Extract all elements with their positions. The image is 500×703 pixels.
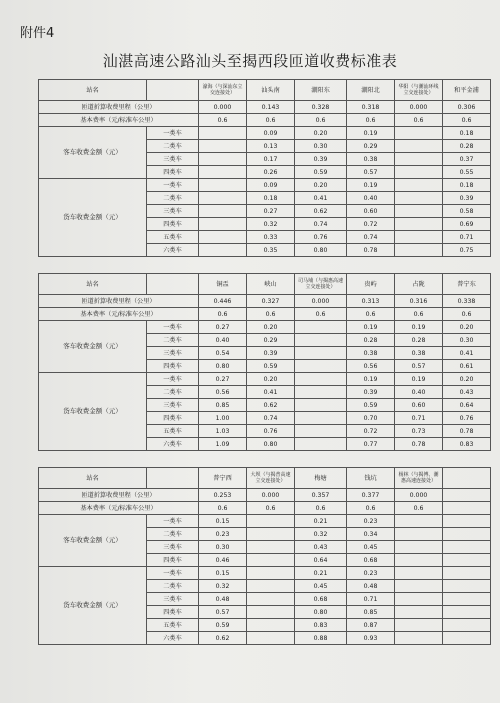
station-name: 峡山 [247, 274, 295, 295]
fee-cell: 0.60 [347, 205, 395, 218]
fee-cell [295, 425, 347, 438]
fee-cell: 0.59 [199, 619, 247, 632]
fee-cell: 0.39 [347, 386, 395, 399]
mileage-cell: 0.143 [247, 101, 295, 114]
mileage-cell: 0.000 [295, 295, 347, 308]
fee-cell [247, 619, 295, 632]
fee-cell [199, 244, 247, 257]
fee-cell: 0.62 [295, 205, 347, 218]
mileage-label: 匝道折算收费里程（公里） [39, 295, 199, 308]
fee-cell: 0.23 [347, 515, 395, 528]
fee-cell [443, 580, 491, 593]
fee-cell: 0.38 [347, 347, 395, 360]
fee-cell: 0.19 [395, 373, 443, 386]
fee-cell [443, 541, 491, 554]
fee-cell [199, 231, 247, 244]
fee-cell [395, 166, 443, 179]
fee-cell: 0.69 [443, 218, 491, 231]
fee-cell: 0.62 [247, 399, 295, 412]
vehicle-class: 四类车 [147, 412, 199, 425]
fee-cell: 0.30 [295, 140, 347, 153]
truck-label: 货车收费金额（元） [39, 567, 147, 645]
rate-cell: 0.6 [395, 308, 443, 321]
rate-row [39, 114, 491, 127]
fee-cell: 0.13 [247, 140, 295, 153]
truck-label: 货车收费金额（元） [39, 373, 147, 451]
fee-cell [295, 373, 347, 386]
fee-cell: 0.09 [247, 179, 295, 192]
fee-cell [247, 606, 295, 619]
station-name: 汕头南 [247, 80, 295, 101]
fee-cell [247, 515, 295, 528]
passenger-row [39, 321, 491, 334]
fee-cell [443, 619, 491, 632]
vehicle-class: 二类车 [147, 580, 199, 593]
rate-cell: 0.6 [247, 114, 295, 127]
fee-cell [395, 593, 443, 606]
fee-cell: 0.20 [247, 321, 295, 334]
fee-cell: 1.09 [199, 438, 247, 451]
vehicle-class: 四类车 [147, 554, 199, 567]
fee-cell [395, 244, 443, 257]
vehicle-class: 三类车 [147, 399, 199, 412]
fee-cell: 0.38 [395, 347, 443, 360]
fee-cell: 0.74 [347, 231, 395, 244]
fee-cell: 0.20 [443, 321, 491, 334]
fee-cell [247, 567, 295, 580]
vehicle-class: 一类车 [147, 567, 199, 580]
mileage-row [39, 295, 491, 308]
fee-cell: 0.64 [443, 399, 491, 412]
rate-cell: 0.6 [395, 502, 443, 515]
fee-cell: 0.21 [295, 515, 347, 528]
vehicle-class: 二类车 [147, 192, 199, 205]
station-name: 贵屿 [347, 274, 395, 295]
passenger-row [39, 515, 491, 528]
vehicle-class: 四类车 [147, 166, 199, 179]
fee-cell [395, 554, 443, 567]
fee-cell: 0.76 [295, 231, 347, 244]
fee-cell: 0.88 [295, 632, 347, 645]
fee-cell [395, 153, 443, 166]
fee-cell: 0.80 [295, 606, 347, 619]
fee-cell [295, 347, 347, 360]
fee-cell: 0.70 [347, 412, 395, 425]
fee-cell [443, 515, 491, 528]
rate-cell: 0.6 [247, 308, 295, 321]
fee-cell: 0.23 [199, 528, 247, 541]
fee-cell: 0.59 [295, 166, 347, 179]
passenger-label: 客车收费金额（元） [39, 127, 147, 179]
mileage-cell: 0.357 [295, 489, 347, 502]
fee-cell: 0.40 [395, 386, 443, 399]
fee-cell: 0.56 [347, 360, 395, 373]
fee-cell [295, 321, 347, 334]
fee-cell [295, 386, 347, 399]
vehicle-class: 六类车 [147, 244, 199, 257]
station-name: 普宁东 [443, 274, 491, 295]
fee-cell: 0.62 [199, 632, 247, 645]
fee-cell [199, 140, 247, 153]
rate-cell: 0.6 [199, 308, 247, 321]
fee-cell: 0.78 [395, 438, 443, 451]
vehicle-class: 四类车 [147, 360, 199, 373]
fee-cell [395, 192, 443, 205]
vehicle-class: 二类车 [147, 386, 199, 399]
station-header-row [39, 468, 491, 489]
fee-cell [395, 218, 443, 231]
rate-cell: 0.6 [443, 114, 491, 127]
fee-cell [395, 580, 443, 593]
fee-cell [247, 554, 295, 567]
fee-cell [395, 205, 443, 218]
fee-cell: 0.76 [443, 412, 491, 425]
fee-cell: 0.26 [247, 166, 295, 179]
attachment-label: 附件4 [20, 26, 55, 41]
fee-cell: 0.71 [443, 231, 491, 244]
fee-cell: 0.19 [347, 373, 395, 386]
rate-label: 基本费率（元/标准车公里） [39, 502, 199, 515]
fee-cell [295, 334, 347, 347]
fee-cell: 0.28 [347, 334, 395, 347]
document-title: 汕湛高速公路汕头至揭西段匝道收费标准表 [102, 52, 398, 70]
mileage-cell: 0.000 [199, 101, 247, 114]
fee-cell [443, 593, 491, 606]
mileage-row [39, 101, 491, 114]
vehicle-class: 一类车 [147, 321, 199, 334]
fee-cell: 0.32 [247, 218, 295, 231]
vehicle-class: 二类车 [147, 528, 199, 541]
rate-cell: 0.6 [295, 114, 347, 127]
fee-cell: 0.17 [247, 153, 295, 166]
fee-cell [247, 528, 295, 541]
fee-cell [295, 412, 347, 425]
fee-cell: 0.83 [295, 619, 347, 632]
fee-cell [199, 153, 247, 166]
fee-cell [247, 541, 295, 554]
fee-cell: 0.77 [347, 438, 395, 451]
vehicle-class: 二类车 [147, 140, 199, 153]
fee-cell: 0.19 [347, 127, 395, 140]
station-name: 和平金浦 [443, 80, 491, 101]
fee-cell: 0.32 [199, 580, 247, 593]
mileage-cell: 0.338 [443, 295, 491, 308]
fee-cell [395, 606, 443, 619]
fee-cell: 0.39 [247, 347, 295, 360]
fee-cell: 0.72 [347, 218, 395, 231]
fee-cell: 0.87 [347, 619, 395, 632]
fee-cell: 0.23 [347, 567, 395, 580]
fee-cell: 0.76 [247, 425, 295, 438]
fee-cell: 0.28 [395, 334, 443, 347]
fee-cell [247, 593, 295, 606]
fee-cell: 0.80 [199, 360, 247, 373]
fee-cell: 0.78 [347, 244, 395, 257]
fee-cell: 0.32 [295, 528, 347, 541]
mileage-label: 匝道折算收费里程（公里） [39, 489, 199, 502]
fee-cell: 0.35 [247, 244, 295, 257]
fee-cell: 0.15 [199, 567, 247, 580]
fee-cell: 0.46 [199, 554, 247, 567]
vehicle-class: 一类车 [147, 179, 199, 192]
fee-cell [199, 127, 247, 140]
fee-cell: 0.73 [395, 425, 443, 438]
vehicle-class: 三类车 [147, 593, 199, 606]
fee-cell: 0.41 [295, 192, 347, 205]
fee-cell: 0.39 [295, 153, 347, 166]
fee-cell: 0.29 [247, 334, 295, 347]
vehicle-class: 三类车 [147, 347, 199, 360]
fee-cell: 0.19 [347, 179, 395, 192]
mileage-label: 匝道折算收费里程（公里） [39, 101, 199, 114]
truck-row [39, 373, 491, 386]
fee-cell [295, 360, 347, 373]
rate-cell: 0.6 [347, 308, 395, 321]
fee-cell: 0.38 [347, 153, 395, 166]
vehicle-class: 一类车 [147, 373, 199, 386]
fee-cell: 0.64 [295, 554, 347, 567]
fee-cell: 0.27 [199, 321, 247, 334]
station-name: 普宁西 [199, 468, 247, 489]
fee-cell: 0.09 [247, 127, 295, 140]
fee-cell [199, 166, 247, 179]
mileage-cell: 0.306 [443, 101, 491, 114]
fee-cell: 0.27 [247, 205, 295, 218]
fee-cell: 0.40 [199, 334, 247, 347]
mileage-cell [443, 489, 491, 502]
fee-cell: 0.80 [247, 438, 295, 451]
station-name: 潮阳北 [347, 80, 395, 101]
fee-cell [395, 632, 443, 645]
fee-cell [295, 399, 347, 412]
vehicle-class: 三类车 [147, 541, 199, 554]
fee-cell: 0.75 [443, 244, 491, 257]
vehicle-class: 六类车 [147, 438, 199, 451]
fee-cell: 0.71 [395, 412, 443, 425]
mileage-cell: 0.327 [247, 295, 295, 308]
fee-cell: 0.19 [395, 321, 443, 334]
fee-cell [395, 528, 443, 541]
fee-cell [199, 205, 247, 218]
fee-cell [199, 192, 247, 205]
fee-cell [247, 580, 295, 593]
fee-cell: 0.37 [443, 153, 491, 166]
mileage-cell: 0.328 [295, 101, 347, 114]
fee-cell: 0.34 [347, 528, 395, 541]
fee-cell: 0.54 [199, 347, 247, 360]
fee-cell: 0.20 [443, 373, 491, 386]
station-name [443, 468, 491, 489]
truck-row [39, 567, 491, 580]
fee-cell: 0.80 [295, 244, 347, 257]
fee-cell: 0.74 [295, 218, 347, 231]
vehicle-class: 四类车 [147, 218, 199, 231]
rate-cell [443, 502, 491, 515]
rate-label: 基本费率（元/标准车公里） [39, 308, 199, 321]
mileage-cell: 0.318 [347, 101, 395, 114]
fee-cell [443, 632, 491, 645]
vehicle-class: 五类车 [147, 425, 199, 438]
truck-label: 货车收费金额（元） [39, 179, 147, 257]
station-name: 大坝（与揭普高速立交连接处） [247, 468, 295, 489]
mileage-cell: 0.000 [395, 489, 443, 502]
fee-cell: 0.39 [443, 192, 491, 205]
fee-cell [443, 606, 491, 619]
fee-cell: 0.18 [443, 127, 491, 140]
fee-cell: 0.74 [247, 412, 295, 425]
fee-cell: 0.78 [443, 425, 491, 438]
fee-cell [395, 231, 443, 244]
fee-cell: 0.29 [347, 140, 395, 153]
truck-row [39, 179, 491, 192]
station-name: 占陇 [395, 274, 443, 295]
fee-cell [199, 179, 247, 192]
fee-cell: 0.18 [247, 192, 295, 205]
rate-cell: 0.6 [295, 502, 347, 515]
fee-cell: 0.15 [199, 515, 247, 528]
fee-cell: 0.21 [295, 567, 347, 580]
fee-cell: 0.93 [347, 632, 395, 645]
fee-cell [295, 438, 347, 451]
station-name: 潮阳东 [295, 80, 347, 101]
fee-cell: 1.00 [199, 412, 247, 425]
station-name: 梅塘 [295, 468, 347, 489]
vehicle-class: 六类车 [147, 632, 199, 645]
fee-cell [443, 567, 491, 580]
rate-row [39, 502, 491, 515]
fee-cell: 0.33 [247, 231, 295, 244]
fee-cell: 0.45 [295, 580, 347, 593]
fee-cell: 0.68 [295, 593, 347, 606]
rate-cell: 0.6 [199, 502, 247, 515]
mileage-cell: 0.253 [199, 489, 247, 502]
fee-cell: 0.41 [443, 347, 491, 360]
mileage-cell: 0.316 [395, 295, 443, 308]
station-label: 站名 [39, 274, 147, 295]
fee-cell: 0.48 [199, 593, 247, 606]
station-header-row [39, 80, 491, 101]
fee-cell: 0.59 [247, 360, 295, 373]
fee-cell: 0.48 [347, 580, 395, 593]
fee-cell [443, 554, 491, 567]
rate-cell: 0.6 [395, 114, 443, 127]
fee-cell: 0.57 [347, 166, 395, 179]
mileage-cell: 0.313 [347, 295, 395, 308]
fee-cell: 0.57 [395, 360, 443, 373]
fee-cell: 0.18 [443, 179, 491, 192]
fee-cell: 0.43 [295, 541, 347, 554]
vehicle-class: 三类车 [147, 205, 199, 218]
station-label: 站名 [39, 80, 147, 101]
passenger-label: 客车收费金额（元） [39, 321, 147, 373]
mileage-cell: 0.000 [247, 489, 295, 502]
rate-cell: 0.6 [347, 114, 395, 127]
fee-cell: 0.72 [347, 425, 395, 438]
station-label: 站名 [39, 468, 147, 489]
fee-cell: 0.57 [199, 606, 247, 619]
fee-cell [395, 619, 443, 632]
rate-cell: 0.6 [347, 502, 395, 515]
fee-cell: 0.27 [199, 373, 247, 386]
fee-cell [395, 127, 443, 140]
vehicle-class: 四类车 [147, 606, 199, 619]
fee-table-2 [38, 273, 491, 451]
fee-cell: 0.60 [395, 399, 443, 412]
fee-cell: 0.19 [347, 321, 395, 334]
fee-cell [199, 218, 247, 231]
mileage-row [39, 489, 491, 502]
fee-cell: 0.59 [347, 399, 395, 412]
fee-cell: 0.28 [443, 140, 491, 153]
fee-cell: 0.40 [347, 192, 395, 205]
vehicle-class: 五类车 [147, 619, 199, 632]
fee-cell: 0.85 [347, 606, 395, 619]
fee-cell: 0.45 [347, 541, 395, 554]
fee-cell: 0.20 [247, 373, 295, 386]
vehicle-class: 一类车 [147, 127, 199, 140]
station-name: 濠海（与深汕东立交连接处） [199, 80, 247, 101]
station-header-row [39, 274, 491, 295]
fee-cell [395, 567, 443, 580]
vehicle-class: 三类车 [147, 153, 199, 166]
rate-label: 基本费率（元/标准车公里） [39, 114, 199, 127]
fee-cell [395, 515, 443, 528]
fee-cell [443, 528, 491, 541]
fee-cell: 0.56 [199, 386, 247, 399]
fee-cell [395, 140, 443, 153]
rate-cell: 0.6 [443, 308, 491, 321]
passenger-label: 客车收费金额（元） [39, 515, 147, 567]
rate-cell: 0.6 [295, 308, 347, 321]
fee-cell: 0.83 [443, 438, 491, 451]
fee-cell: 0.61 [443, 360, 491, 373]
fee-cell: 0.30 [199, 541, 247, 554]
fee-cell: 0.43 [443, 386, 491, 399]
fee-cell: 0.58 [443, 205, 491, 218]
station-name: 钱坑 [347, 468, 395, 489]
station-name: 华阳（与潮汕环线立交连接处） [395, 80, 443, 101]
fee-cell: 0.20 [295, 127, 347, 140]
fee-cell: 0.85 [199, 399, 247, 412]
mileage-cell: 0.000 [395, 101, 443, 114]
fee-table-1 [38, 79, 491, 257]
fee-cell [395, 541, 443, 554]
vehicle-class: 一类车 [147, 515, 199, 528]
fee-table-3 [38, 467, 491, 645]
vehicle-class: 二类车 [147, 334, 199, 347]
fee-cell: 0.71 [347, 593, 395, 606]
passenger-row [39, 127, 491, 140]
rate-row [39, 308, 491, 321]
mileage-cell: 0.377 [347, 489, 395, 502]
fee-cell: 0.68 [347, 554, 395, 567]
station-name: 铜盂 [199, 274, 247, 295]
fee-cell: 0.20 [295, 179, 347, 192]
station-name: 杨林（与揭博、潮惠高速连接处） [395, 468, 443, 489]
vehicle-class: 五类车 [147, 231, 199, 244]
fee-cell: 0.55 [443, 166, 491, 179]
fee-cell: 0.30 [443, 334, 491, 347]
fee-cell [247, 632, 295, 645]
mileage-cell: 0.446 [199, 295, 247, 308]
fee-cell: 0.41 [247, 386, 295, 399]
station-name: 司马埔（与揭惠高速立交连接处） [295, 274, 347, 295]
rate-cell: 0.6 [247, 502, 295, 515]
rate-cell: 0.6 [199, 114, 247, 127]
fee-cell [395, 179, 443, 192]
fee-cell: 1.03 [199, 425, 247, 438]
